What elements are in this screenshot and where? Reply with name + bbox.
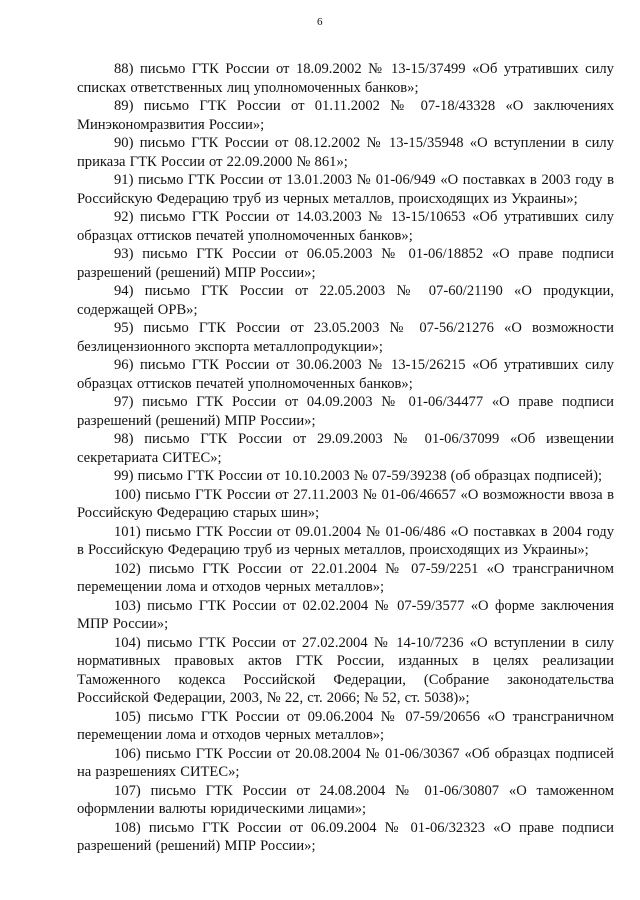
item-text: письмо ГТК России от 22.01.2004 № 07-59/2251 «О трансграничном перемещении лома и отходов черных металлов»; [77,560,614,595]
list-item [77,523,614,560]
item-number: 102) [114,560,141,577]
item-text: письмо ГТК России от 02.02.2004 № 07-59/3577 «О форме заключения МПР России»; [77,597,614,632]
item-number: 108) [114,819,141,836]
item-text: письмо ГТК России от 30.06.2003 № 13-15/26215 «Об утративших силу образцах оттисков печатей уполномоченных банков»; [77,357,614,392]
item-number: 103) [114,597,141,614]
item-text: письмо ГТК России от 14.03.2003 № 13-15/10653 «Об утративших силу образцах оттисков печатей уполномоченных банков»; [77,209,614,244]
item-text: письмо ГТК России от 06.05.2003 № 01-06/18852 «О праве подписи разрешений (решений) МПР России»; [77,246,614,281]
item-number: 107) [114,782,141,799]
list-item [77,634,614,708]
item-number: 88) [114,61,134,77]
item-text: письмо ГТК России от 18.09.2002 № 13-15/37499 «Об утративших силу списках ответственных лиц уполномоченных банков»; [77,61,614,96]
list-item [77,745,614,782]
list-item [77,97,614,134]
item-text: письмо ГТК России от 13.01.2003 № 01-06/949 «О поставках в 2003 году в Российскую Федерацию труб из черных металлов, происходящих из Украины»; [77,172,614,207]
list-item [77,597,614,634]
item-text: письмо ГТК России от 23.05.2003 № 07-56/21276 «О возможности безлицензионного экспорта металлопродукции»; [77,320,614,355]
list-item [77,467,614,486]
item-text: письмо ГТК России от 20.08.2004 № 01-06/30367 «Об образцах подписей на разрешениях СИТЕС»; [77,745,614,780]
item-number: 99) [114,468,134,484]
item-number: 95) [114,320,134,336]
item-number: 101) [114,523,141,540]
list-item [77,171,614,208]
item-number: 93) [114,246,134,262]
list-item [77,245,614,282]
item-number: 90) [114,135,134,151]
item-number: 98) [114,431,134,447]
item-number: 106) [114,745,141,762]
item-number: 105) [114,708,141,725]
item-text: письмо ГТК России от 09.01.2004 № 01-06/486 «О поставках в 2004 году в Российскую Федерацию труб из черных металлов, происходящих из Украины»; [77,523,614,558]
list-item [77,393,614,430]
list-item [77,319,614,356]
list-item [77,60,614,97]
document-body [77,60,614,856]
item-text: письмо ГТК России от 24.08.2004 № 01-06/30807 «О таможенном оформлении валюты юридическими лицами»; [77,782,614,817]
list-item [77,356,614,393]
page-number: 6 [317,16,323,28]
list-item [77,430,614,467]
list-item [77,819,614,856]
item-number: 96) [114,357,134,373]
item-text: письмо ГТК России от 04.09.2003 № 01-06/34477 «О праве подписи разрешений (решений) МПР России»; [77,394,614,429]
list-item [77,560,614,597]
item-number: 100) [114,486,141,503]
item-number: 97) [114,394,134,410]
item-text: письмо ГТК России от 09.06.2004 № 07-59/20656 «О трансграничном перемещении лома и отходов черных металлов»; [77,708,614,743]
item-text: письмо ГТК России от 06.09.2004 № 01-06/32323 «О праве подписи разрешений (решений) МПР России»; [77,819,614,854]
item-text: письмо ГТК России от 08.12.2002 № 13-15/35948 «О вступлении в силу приказа ГТК России от 22.09.2000 № 861»; [77,135,614,170]
item-number: 94) [114,283,134,299]
item-text: письмо ГТК России от 27.02.2004 № 14-10/7236 «О вступлении в силу нормативных правовых актов ГТК России, изданных в целях реализации Таможенного кодекса Российской Федерации, (Собрание законодательства Российской Федерации, 2003, № 22, ст. 2066; № 52, ст. 5038)»; [77,634,614,706]
item-text: письмо ГТК России от 29.09.2003 № 01-06/37099 «Об извещении секретариата СИТЕС»; [77,431,614,466]
item-text: письмо ГТК России от 01.11.2002 № 07-18/43328 «О заключениях Минэкономразвития России»; [77,98,614,133]
list-item [77,134,614,171]
item-number: 104) [114,634,141,651]
list-item [77,708,614,745]
list-item [77,282,614,319]
list-item [77,782,614,819]
item-number: 91) [114,172,134,188]
list-item [77,208,614,245]
item-number: 89) [114,98,134,114]
item-text: письмо ГТК России от 22.05.2003 № 07-60/21190 «О продукции, содержащей ОРВ»; [77,283,614,318]
item-text: письмо ГТК России от 27.11.2003 № 01-06/46657 «О возможности ввоза в Российскую Федерацию старых шин»; [77,486,614,521]
item-text: письмо ГТК России от 10.10.2003 № 07-59/39238 (об образцах подписей); [137,468,602,484]
item-number: 92) [114,209,134,225]
list-item [77,486,614,523]
